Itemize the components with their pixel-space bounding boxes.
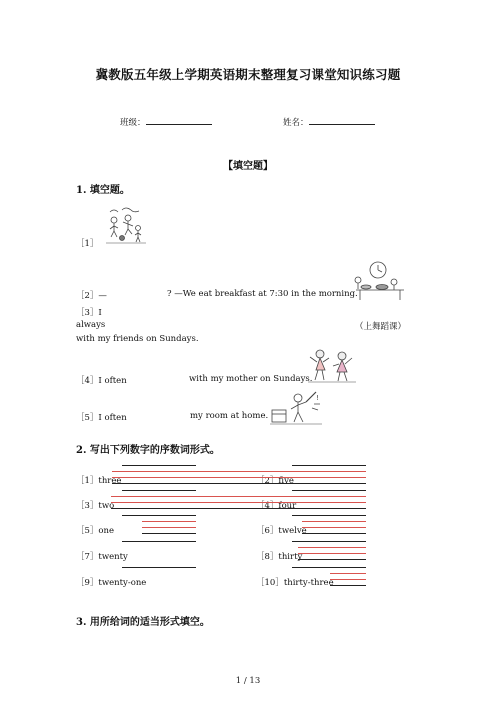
q2-writing-line[interactable] [298, 547, 366, 548]
girl-dancing-illustration [306, 346, 358, 384]
q2-item-number: ［9］ [76, 578, 99, 588]
q1-item-3 [76, 306, 102, 318]
q2-item-number: ［1］ [76, 476, 99, 486]
q2-writing-line[interactable] [292, 567, 366, 568]
q1-item-4-subject: I often [98, 376, 127, 386]
q2-item-number: ［10］ [256, 578, 284, 588]
q2-writing-line[interactable] [142, 533, 196, 534]
q2-writing-line[interactable] [298, 553, 366, 554]
q2-writing-line[interactable] [142, 527, 196, 528]
q2-item-4 [256, 499, 296, 511]
q2-item-2 [256, 474, 294, 486]
q2-writing-line[interactable] [112, 483, 366, 484]
q1-item-2-number: ［2］ [76, 291, 99, 301]
q2-item-word: thirty [278, 552, 303, 562]
q2-writing-line[interactable] [123, 502, 366, 503]
q2-writing-line[interactable] [122, 490, 196, 491]
q2-writing-line[interactable] [330, 579, 366, 580]
name-label: 姓名： [283, 118, 309, 128]
q1-item-3-number: ［3］ [76, 308, 99, 318]
boy-cleaning-illustration [268, 388, 324, 426]
q2-writing-line[interactable] [122, 541, 196, 542]
q1-item-2 [76, 289, 107, 301]
class-blank[interactable] [146, 115, 212, 125]
q1-item-3-subject: I [98, 308, 102, 318]
q1-item-5-number: ［5］ [76, 413, 99, 423]
q2-writing-line[interactable] [123, 496, 366, 497]
q2-item-word: three [98, 476, 122, 486]
q1-item-5 [76, 411, 127, 423]
q2-item-word: twenty-one [98, 578, 147, 588]
q1-item-3-hint: （上舞蹈课） [355, 322, 407, 332]
q2-writing-line[interactable] [112, 471, 366, 472]
q2-writing-line[interactable] [302, 527, 366, 528]
q2-item-number: ［4］ [256, 501, 279, 511]
q1-item-1-number: ［1］ [76, 239, 99, 249]
q2-item-number: ［7］ [76, 552, 99, 562]
q2-item-word: thirty-three [283, 578, 334, 588]
q1-item-4-number: ［4］ [76, 376, 99, 386]
q2-writing-line[interactable] [302, 521, 366, 522]
q2-writing-line[interactable] [292, 541, 366, 542]
q2-item-number: ［6］ [256, 526, 279, 536]
q2-item-number: ［2］ [256, 476, 279, 486]
q1-item-3-ending: with my friends on Sundays. [76, 334, 199, 344]
q2-writing-line[interactable] [302, 533, 366, 534]
q2-item-1 [76, 474, 121, 486]
name-blank[interactable] [309, 115, 375, 125]
q1-heading: 1. 填空题。 [76, 185, 130, 196]
q2-item-word: four [278, 501, 297, 511]
class-label: 班级： [120, 118, 146, 128]
q2-item-number: ［3］ [76, 501, 99, 511]
q2-item-word: twenty [98, 552, 128, 562]
q2-item-word: twelve [278, 526, 307, 536]
q2-writing-line[interactable] [142, 521, 196, 522]
q1-item-1 [76, 237, 98, 249]
q2-item-3 [76, 499, 114, 511]
q2-writing-line[interactable] [292, 515, 366, 516]
q2-item-number: ［8］ [256, 552, 279, 562]
q2-item-9 [76, 576, 146, 588]
section-heading: 【填空题】 [223, 161, 273, 172]
q2-writing-line[interactable] [123, 508, 366, 509]
q2-item-8 [256, 550, 302, 562]
q2-writing-line[interactable] [292, 490, 366, 491]
q1-item-4 [76, 374, 127, 386]
name-field[interactable] [283, 115, 375, 128]
q2-item-10 [256, 576, 334, 588]
children-playing-illustration [104, 206, 148, 246]
q2-item-number: ［5］ [76, 526, 99, 536]
q2-item-word: five [278, 476, 294, 486]
breakfast-clock-illustration [350, 260, 410, 304]
q3-heading: 3. 用所给词的适当形式填空。 [76, 617, 210, 628]
q2-writing-line[interactable] [292, 465, 366, 466]
q1-item-5-subject: I often [98, 413, 127, 423]
q2-writing-line[interactable] [112, 477, 366, 478]
q2-writing-line[interactable] [122, 567, 196, 568]
q2-writing-line[interactable] [330, 573, 366, 574]
class-field[interactable] [120, 115, 212, 128]
q2-writing-line[interactable] [122, 465, 196, 466]
q2-writing-line[interactable] [122, 515, 196, 516]
q1-item-2-dash: — [98, 291, 107, 301]
q2-item-word: one [98, 526, 115, 536]
q1-item-4-ending: with my mother on Sundays. [189, 374, 313, 384]
q2-item-5 [76, 524, 114, 536]
svg-text:!: ! [316, 394, 319, 402]
q2-item-6 [256, 524, 307, 536]
q2-item-word: two [98, 501, 115, 511]
q1-item-2-answer-text: ? —We eat breakfast at 7:30 in the morning. [167, 289, 358, 299]
q2-heading: 2. 写出下列数字的序数词形式。 [76, 445, 220, 456]
q1-item-5-ending: my room at home. [190, 411, 269, 421]
q2-writing-line[interactable] [298, 559, 366, 560]
document-title: 冀教版五年级上学期英语期末整理复习课堂知识练习题 [95, 67, 401, 82]
q1-item-3-adverb: always [76, 320, 106, 330]
page-number: 1 / 13 [235, 676, 261, 686]
q2-item-7 [76, 550, 128, 562]
q2-writing-line[interactable] [330, 585, 366, 586]
